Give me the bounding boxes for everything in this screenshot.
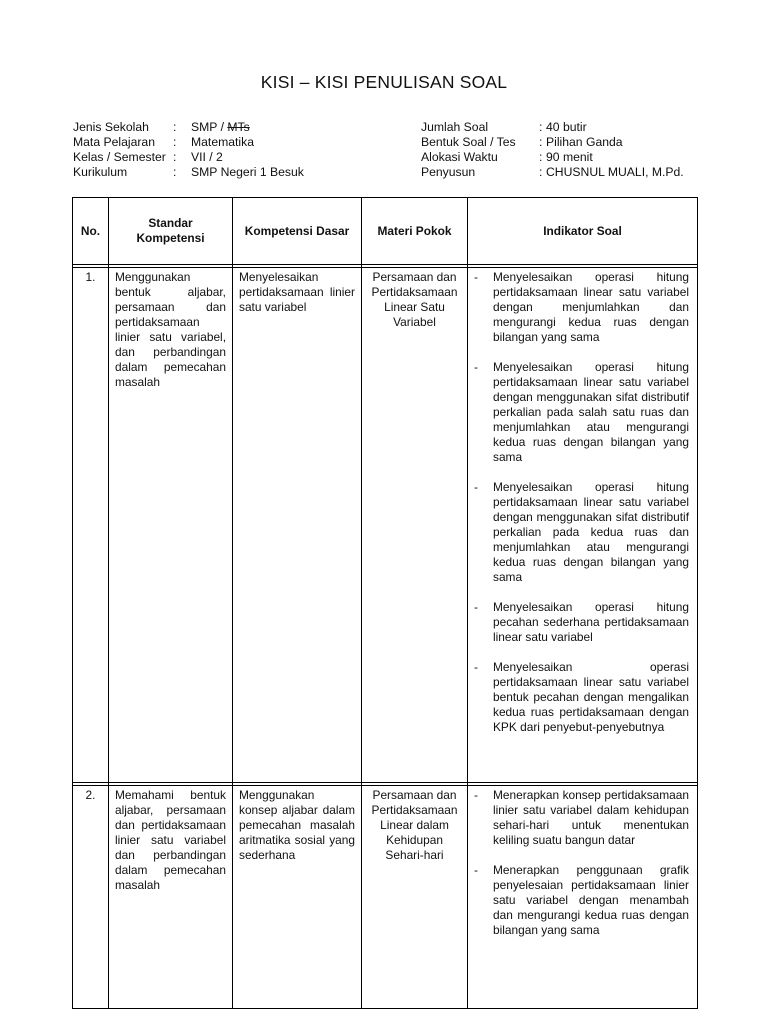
meta-colon: : (173, 120, 177, 134)
meta-colon: : (173, 135, 177, 149)
indicator-item (474, 360, 689, 465)
meta-label: Penyusun (421, 165, 476, 179)
table-row (73, 268, 698, 783)
table-row (73, 786, 698, 1009)
cell-kompetensi-dasar: Menggunakan konsep aljabar dalam pemecahan masalah aritmatika sosial yang sederhana (233, 786, 362, 1009)
meta-colon: : (173, 165, 177, 179)
cell-indikator-soal (468, 786, 698, 1009)
indicator-text: Menerapkan konsep pertidaksamaan linier satu variabel dalam kehidupan sehari-hari untuk menentukan keliling suatu bangun datar (493, 788, 689, 847)
indicator-text: Menyelesaikan operasi pertidaksamaan linear satu variabel bentuk pecahan dengan mengalikan kedua ruas pertidaksamaan dengan KPK dari penyebut-penyebutnya (493, 660, 689, 734)
meta-label: Jumlah Soal (421, 120, 489, 134)
bullet-dash: - (474, 788, 478, 802)
cell-standar-kompetensi: Menggunakan bentuk aljabar, persamaan dan pertidaksamaan linier satu variabel, dan perbandingan dalam pemecahan masalah (109, 268, 233, 783)
cell-standar-kompetensi: Memahami bentuk aljabar, persamaan dan pertidaksamaan linier satu variabel dan perbandingan dalam pemecahan masalah (109, 786, 233, 1009)
meta-value: 40 butir (546, 120, 587, 134)
meta-row-jenis-sekolah (73, 120, 304, 135)
meta-row-mata-pelajaran (73, 135, 304, 150)
bullet-dash: - (474, 863, 478, 877)
indicator-text: Menyelesaikan operasi hitung pertidaksamaan linear satu variabel dengan menggunakan sifat distributif perkalian pada salah satu ruas dan menjumlahkan atau mengurangi kedua ruas dengan bilangan yang sama (493, 360, 689, 464)
meta-colon: : (539, 120, 543, 134)
document-title: KISI – KISI PENULISAN SOAL (260, 72, 508, 92)
indicator-item (474, 270, 689, 345)
meta-value: Matematika (191, 135, 254, 149)
meta-label: Kurikulum (73, 165, 128, 179)
cell-no: 2. (73, 786, 109, 1009)
indicator-item (474, 788, 689, 848)
indicator-item (474, 480, 689, 585)
header-materi-pokok: Materi Pokok (362, 198, 468, 265)
header-no: No. (73, 198, 109, 265)
indicator-item (474, 660, 689, 735)
indicator-text: Menyelesaikan operasi hitung pecahan sederhana pertidaksamaan linear satu variabel (493, 600, 689, 644)
meta-right-block (421, 120, 684, 180)
meta-value-main: SMP / (191, 120, 228, 134)
meta-value: VII / 2 (191, 150, 223, 164)
meta-row-kelas-semester (73, 150, 304, 165)
meta-label: Alokasi Waktu (421, 150, 498, 164)
meta-value: SMP Negeri 1 Besuk (191, 165, 304, 179)
meta-value: CHUSNUL MUALI, M.Pd. (546, 165, 684, 179)
cell-no: 1. (73, 268, 109, 783)
header-kompetensi-dasar: Kompetensi Dasar (233, 198, 362, 265)
header-indikator-soal: Indikator Soal (468, 198, 698, 265)
cell-kompetensi-dasar: Menyelesaikan pertidaksamaan linier satu variabel (233, 268, 362, 783)
indicator-item (474, 600, 689, 645)
cell-materi-pokok: Persamaan dan Pertidaksamaan Linear dalam Kehidupan Sehari-hari (362, 786, 468, 1009)
meta-colon: : (539, 135, 543, 149)
meta-colon: : (173, 150, 177, 164)
indicator-text: Menyelesaikan operasi hitung pertidaksamaan linear satu variabel dengan menjumlahkan dan mengurangi kedua ruas dengan bilangan yang sama (493, 270, 689, 344)
indicator-text: Menyelesaikan operasi hitung pertidaksamaan linear satu variabel dengan menggunakan sifat distributif perkalian pada kedua ruas dan menjumlahkan atau mengurangi kedua ruas dengan bilangan yang sama (493, 480, 689, 584)
kisi-kisi-table (72, 197, 698, 1009)
meta-row-jumlah-soal (421, 120, 684, 135)
bullet-dash: - (474, 600, 478, 614)
indicator-item (474, 863, 689, 938)
bullet-dash: - (474, 360, 478, 374)
meta-label: Bentuk Soal / Tes (421, 135, 516, 149)
meta-colon: : (539, 165, 543, 179)
meta-row-penyusun (421, 165, 684, 180)
table-header-row (73, 198, 698, 265)
meta-row-kurikulum (73, 165, 304, 180)
meta-label: Kelas / Semester (73, 150, 166, 164)
bullet-dash: - (474, 660, 478, 674)
bullet-dash: - (474, 270, 478, 284)
cell-materi-pokok: Persamaan dan Pertidaksamaan Linear Satu Variabel (362, 268, 468, 783)
cell-indikator-soal (468, 268, 698, 783)
meta-colon: : (539, 150, 543, 164)
bullet-dash: - (474, 480, 478, 494)
meta-value (191, 120, 250, 135)
meta-label: Jenis Sekolah (73, 120, 149, 134)
meta-value-struck: MTs (227, 120, 250, 134)
meta-value: 90 menit (546, 150, 593, 164)
header-standar-kompetensi: Standar Kompetensi (109, 198, 233, 265)
meta-label: Mata Pelajaran (73, 135, 155, 149)
meta-value: Pilihan Ganda (546, 135, 623, 149)
meta-row-bentuk-soal (421, 135, 684, 150)
meta-left-block (73, 120, 304, 180)
indicator-text: Menerapkan penggunaan grafik penyelesaian pertidaksamaan linier satu variabel dengan menambah dan mengurangi kedua ruas dengan bilangan yang sama (493, 863, 689, 937)
meta-row-alokasi-waktu (421, 150, 684, 165)
